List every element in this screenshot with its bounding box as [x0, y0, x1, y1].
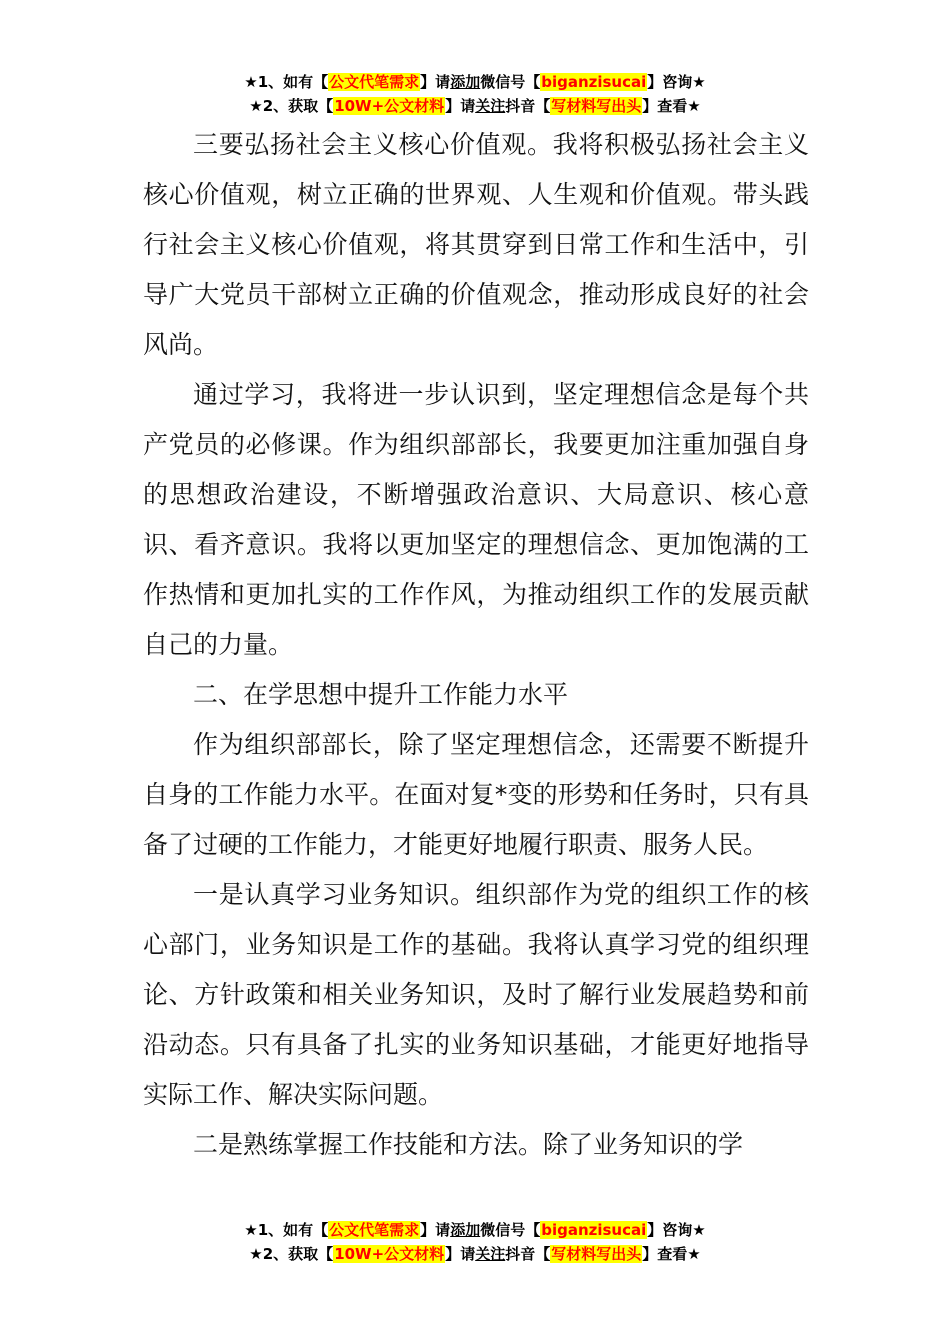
- section-heading: 二、在学思想中提升工作能力水平: [193, 680, 569, 709]
- header-banner-line-1: ★1、如有【公文代笔需求】请添加微信号【biganzisucai】咨询★: [244, 73, 706, 91]
- wechat-id-highlight: biganzisucai: [541, 1221, 647, 1239]
- materials-highlight: 10W+公文材料: [334, 97, 445, 115]
- service-highlight: 公文代笔需求: [329, 1221, 420, 1239]
- document-body: [143, 120, 809, 1170]
- header-banner-line-2: ★2、获取【10W+公文材料】请关注抖音【写材料写出头】查看★: [249, 97, 701, 115]
- douyin-id-highlight: 写材料写出头: [551, 97, 642, 115]
- paragraph-business-knowledge: 一是认真学习业务知识。组织部作为党的组织工作的核心部门，业务知识是工作的基础。我将认真学习党的组织理论、方针政策和相关业务知识，及时了解行业发展趋势和前沿动态。只有具备了扎实的业务知识基础，才能更好地指导实际工作、解决实际问题。: [143, 880, 809, 1109]
- footer-banner-line-1: ★1、如有【公文代笔需求】请添加微信号【biganzisucai】咨询★: [244, 1221, 706, 1239]
- footer-banner-line-2: ★2、获取【10W+公文材料】请关注抖音【写材料写出头】查看★: [249, 1245, 701, 1263]
- paragraph-skills-methods: 二是熟练掌握工作技能和方法。除了业务知识的学: [193, 1130, 744, 1159]
- header-banner: [0, 70, 950, 118]
- paragraph-core-values: 三要弘扬社会主义核心价值观。我将积极弘扬社会主义核心价值观，树立正确的世界观、人生观和价值观。带头践行社会主义核心价值观，将其贯穿到日常工作和生活中，引导广大党员干部树立正确的价值观念，推动形成良好的社会风尚。: [143, 130, 809, 359]
- materials-highlight: 10W+公文材料: [334, 1245, 445, 1263]
- douyin-id-highlight: 写材料写出头: [551, 1245, 642, 1263]
- footer-banner: [0, 1218, 950, 1266]
- paragraph-ability-intro: 作为组织部部长，除了坚定理想信念，还需要不断提升自身的工作能力水平。在面对复*变的形势和任务时，只有具备了过硬的工作能力，才能更好地履行职责、服务人民。: [143, 730, 809, 859]
- wechat-id-highlight: biganzisucai: [541, 73, 647, 91]
- paragraph-ideals-conviction: 通过学习，我将进一步认识到，坚定理想信念是每个共产党员的必修课。作为组织部部长，我要更加注重加强自身的思想政治建设，不断增强政治意识、大局意识、核心意识、看齐意识。我将以更加坚定的理想信念、更加饱满的工作热情和更加扎实的工作作风，为推动组织工作的发展贡献自己的力量。: [143, 380, 809, 659]
- service-highlight: 公文代笔需求: [329, 73, 420, 91]
